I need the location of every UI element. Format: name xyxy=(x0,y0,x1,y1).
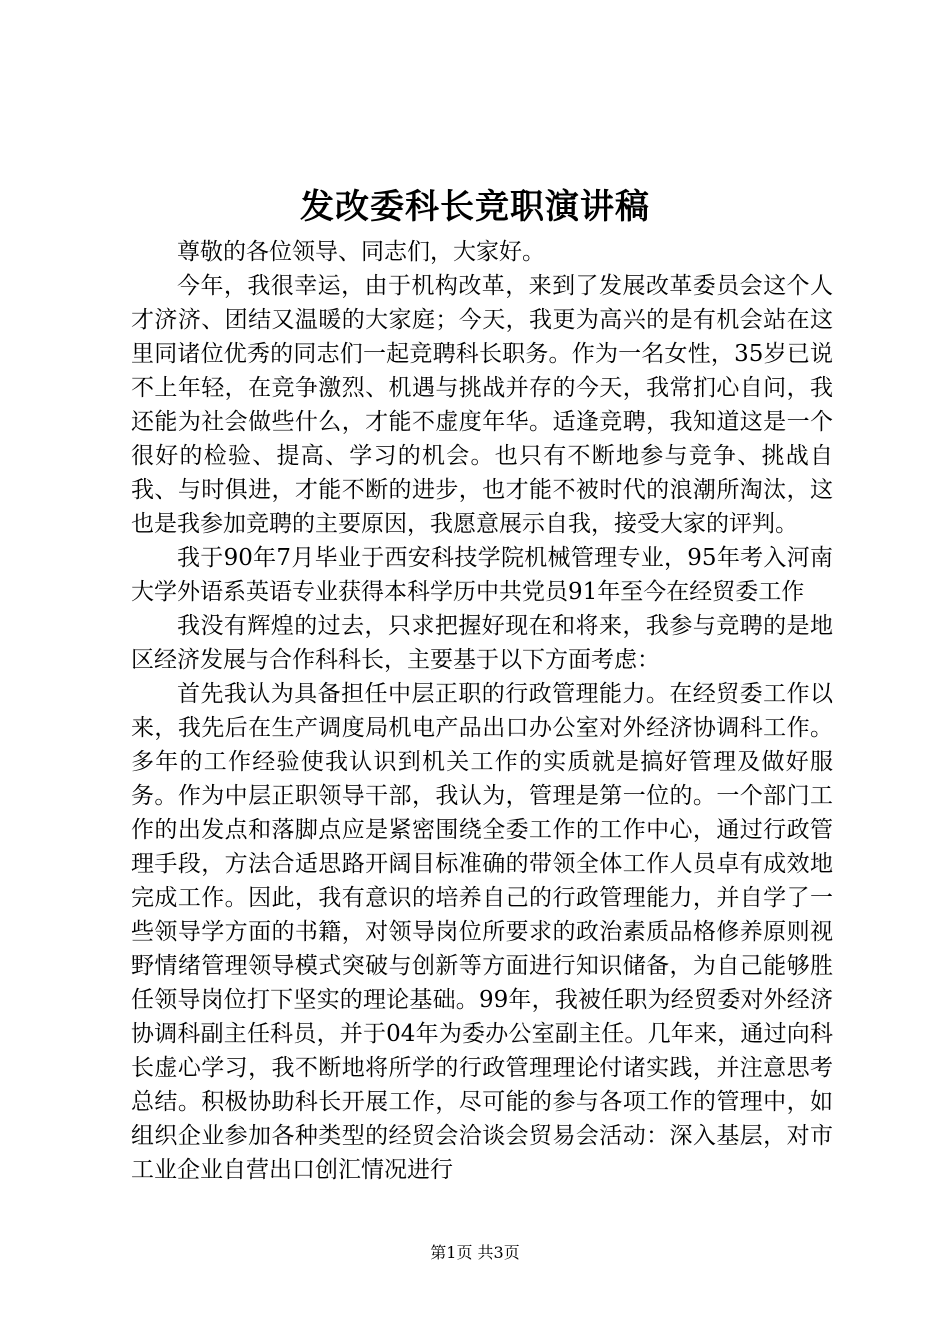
paragraph-qualifications: 首先我认为具备担任中层正职的行政管理能力。在经贸委工作以来，我先后在生产调度局机电产品出口办公室对外经济协调科工作。多年的工作经验使我认识到机关工作的实质就是搞好管理及做好服务。作为中层正职领导干部，我认为，管理是第一位的。一个部门工作的出发点和落脚点应是紧密围绕全委工作的工作中心，通过行政管理手段，方法合适思路开阔目标准确的带领全体工作人员卓有成效地完成工作。因此，我有意识的培养自己的行政管理能力，并自学了一些领导学方面的书籍，对领导岗位所要求的政治素质品格修养原则视野情绪管理领导模式突破与创新等方面进行知识储备，为自己能够胜任领导岗位打下坚实的理论基础。99年，我被任职为经贸委对外经济协调科副主任科员，并于04年为委办公室副主任。几年来，通过向科长虚心学习，我不断地将所学的行政管理理论付诸实践，并注意思考总结。积极协助科长开展工作，尽可能的参与各项工作的管理中，如组织企业参加各种类型的经贸会洽谈会贸易会活动：深入基层，对市工业企业自营出口创汇情况进行 xyxy=(131,681,833,1183)
paragraph-introduction: 今年，我很幸运，由于机构改革，来到了发展改革委员会这个人才济济、团结又温暖的大家庭；今天，我更为高兴的是有机会站在这里同诸位优秀的同志们一起竞聘科长职务。作为一名女性，35岁已说不上年轻，在竞争激烈、机遇与挑战并存的今天，我常扪心自问，我还能为社会做些什么，才能不虚度年华。适逢竞聘，我知道这是一个很好的检验、提高、学习的机会。也只有不断地参与竞争、挑战自我、与时俱进，才能不断的进步，也才能不被时代的浪潮所淘汰，这也是我参加竞聘的主要原因，我愿意展示自我，接受大家的评判。 xyxy=(131,273,833,537)
paragraph-background: 我于90年7月毕业于西安科技学院机械管理专业，95年考入河南大学外语系英语专业获得本科学历中共党员91年至今在经贸委工作 xyxy=(131,545,833,605)
document-title: 发改委科长竞职演讲稿 xyxy=(300,187,650,227)
document-body xyxy=(131,235,833,1187)
paragraph-greeting: 尊敬的各位领导、同志们，大家好。 xyxy=(177,239,545,265)
paragraph-position: 我没有辉煌的过去，只求把握好现在和将来，我参与竞聘的是地区经济发展与合作科科长，主要基于以下方面考虑： xyxy=(131,613,833,673)
page-footer: 第1页 共3页 xyxy=(430,1243,520,1262)
